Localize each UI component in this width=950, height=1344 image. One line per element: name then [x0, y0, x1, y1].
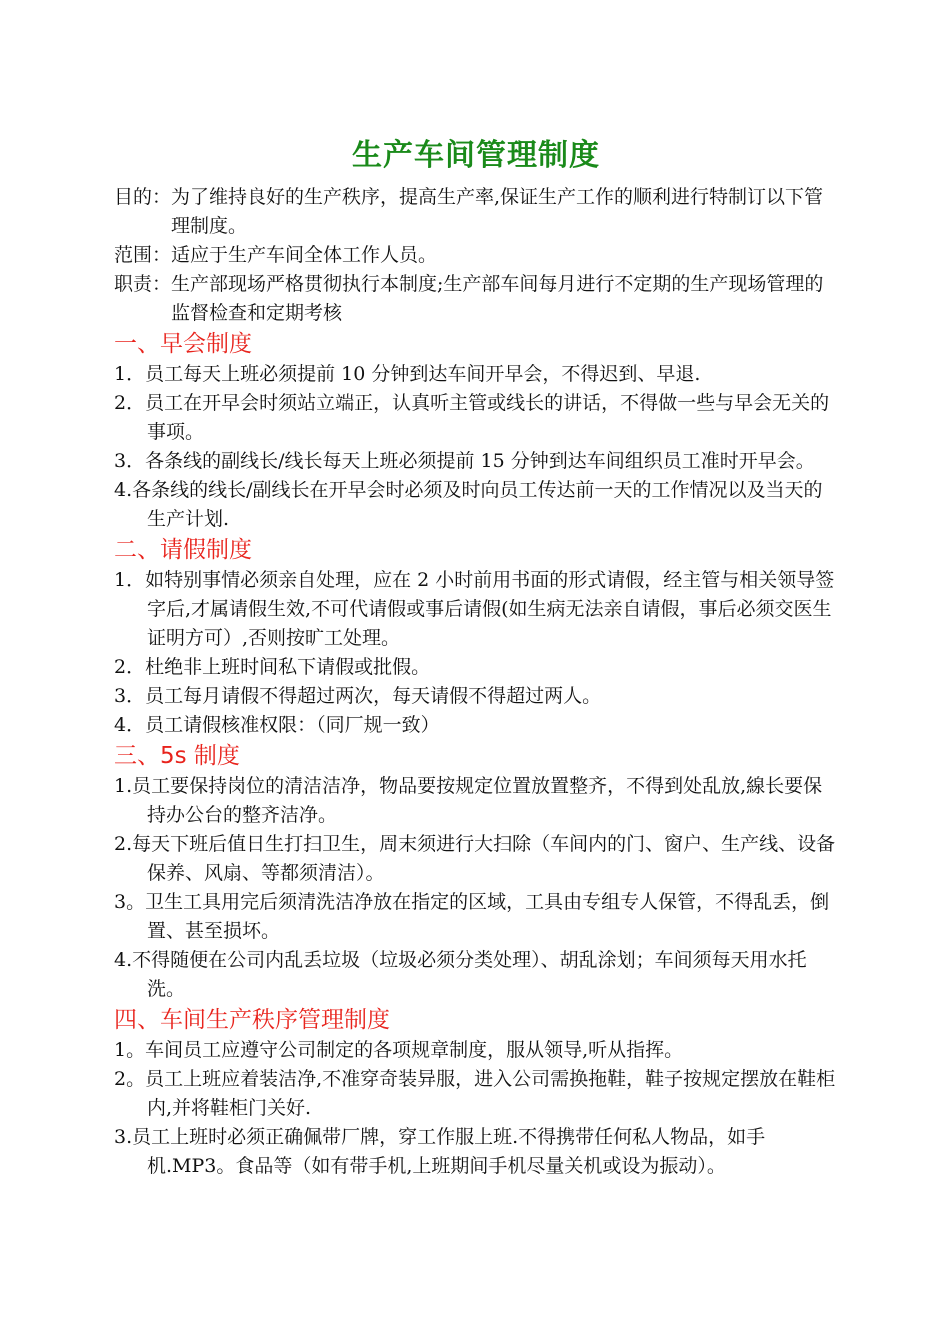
responsibility-paragraph [114, 270, 838, 328]
list-item: 1.员工要保持岗位的清洁洁净，物品要按规定位置放置整齐，不得到处乱放,線长要保持办公台的整齐洁净。 [114, 775, 823, 826]
purpose-text: 为了维持良好的生产秩序，提高生产率,保证生产工作的顺利进行特制订以下管理制度。 [171, 186, 824, 237]
section-heading-production-order: 四、车间生产秩序管理制度 [114, 1007, 390, 1033]
section-heading-leave: 二、请假制度 [114, 537, 252, 563]
list-item: 4．员工请假核准权限：（同厂规一致） [114, 714, 440, 736]
responsibility-text: 生产部现场严格贯彻执行本制度;生产部车间每月进行不定期的生产现场管理的监督检查和定期考核 [171, 273, 824, 324]
purpose-paragraph [114, 183, 838, 241]
list-item: 1．员工每天上班必须提前 10 分钟到达车间开早会，不得迟到、早退. [114, 363, 701, 385]
section-heading-morning-meeting: 一、早会制度 [114, 331, 252, 357]
list-item: 3．员工每月请假不得超过两次，每天请假不得超过两人。 [114, 685, 602, 707]
responsibility-label: 职责： [114, 273, 172, 295]
list-item: 3.员工上班时必须正确佩带厂牌，穿工作服上班.不得携带任何私人物品，如手机.MP3。食品等（如有带手机,上班期间手机尽量关机或设为振动）。 [114, 1126, 766, 1177]
list-item: 4.不得随便在公司内乱丢垃圾（垃圾必须分类处理）、胡乱涂划；车间须每天用水托洗。 [114, 949, 807, 1000]
list-item: 2。员工上班应着装洁净,不准穿奇装异服，进入公司需换拖鞋，鞋子按规定摆放在鞋柜内,并将鞋柜门关好. [114, 1068, 836, 1119]
list-item: 3。卫生工具用完后须清洗洁净放在指定的区域，工具由专组专人保管，不得乱丢，倒置、甚至损坏。 [114, 891, 830, 942]
list-item: 2．杜绝非上班时间私下请假或批假。 [114, 656, 431, 678]
section-heading-5s: 三、5s 制度 [114, 743, 240, 769]
scope-label: 范围： [114, 244, 172, 266]
list-item: 3．各条线的副线长/线长每天上班必须提前 15 分钟到达车间组织员工准时开早会。 [114, 450, 815, 472]
scope-text: 适应于生产车间全体工作人员。 [171, 244, 438, 266]
scope-paragraph [114, 241, 838, 270]
document-page [114, 132, 838, 1181]
list-item: 1．如特别事情必须亲自处理，应在 2 小时前用书面的形式请假，经主管与相关领导签字后,才属请假生效,不可代请假或事后请假(如生病无法亲自请假，事后必须交医生证明方可）,否则按旷工处理。 [114, 569, 835, 649]
list-item: 4.各条线的线长/副线长在开早会时必须及时向员工传达前一天的工作情况以及当天的生产计划. [114, 479, 823, 530]
purpose-label: 目的： [114, 186, 172, 208]
list-item: 1。车间员工应遵守公司制定的各项规章制度，服从领导,听从指挥。 [114, 1039, 684, 1061]
list-item: 2.每天下班后值日生打扫卫生，周末须进行大扫除（车间内的门、窗户、生产线、设备保养、风扇、等都须清洁）。 [114, 833, 836, 884]
list-item: 2．员工在开早会时须站立端正，认真听主管或线长的讲话，不得做一些与早会无关的事项。 [114, 392, 830, 443]
document-title: 生产车间管理制度 [352, 138, 600, 173]
